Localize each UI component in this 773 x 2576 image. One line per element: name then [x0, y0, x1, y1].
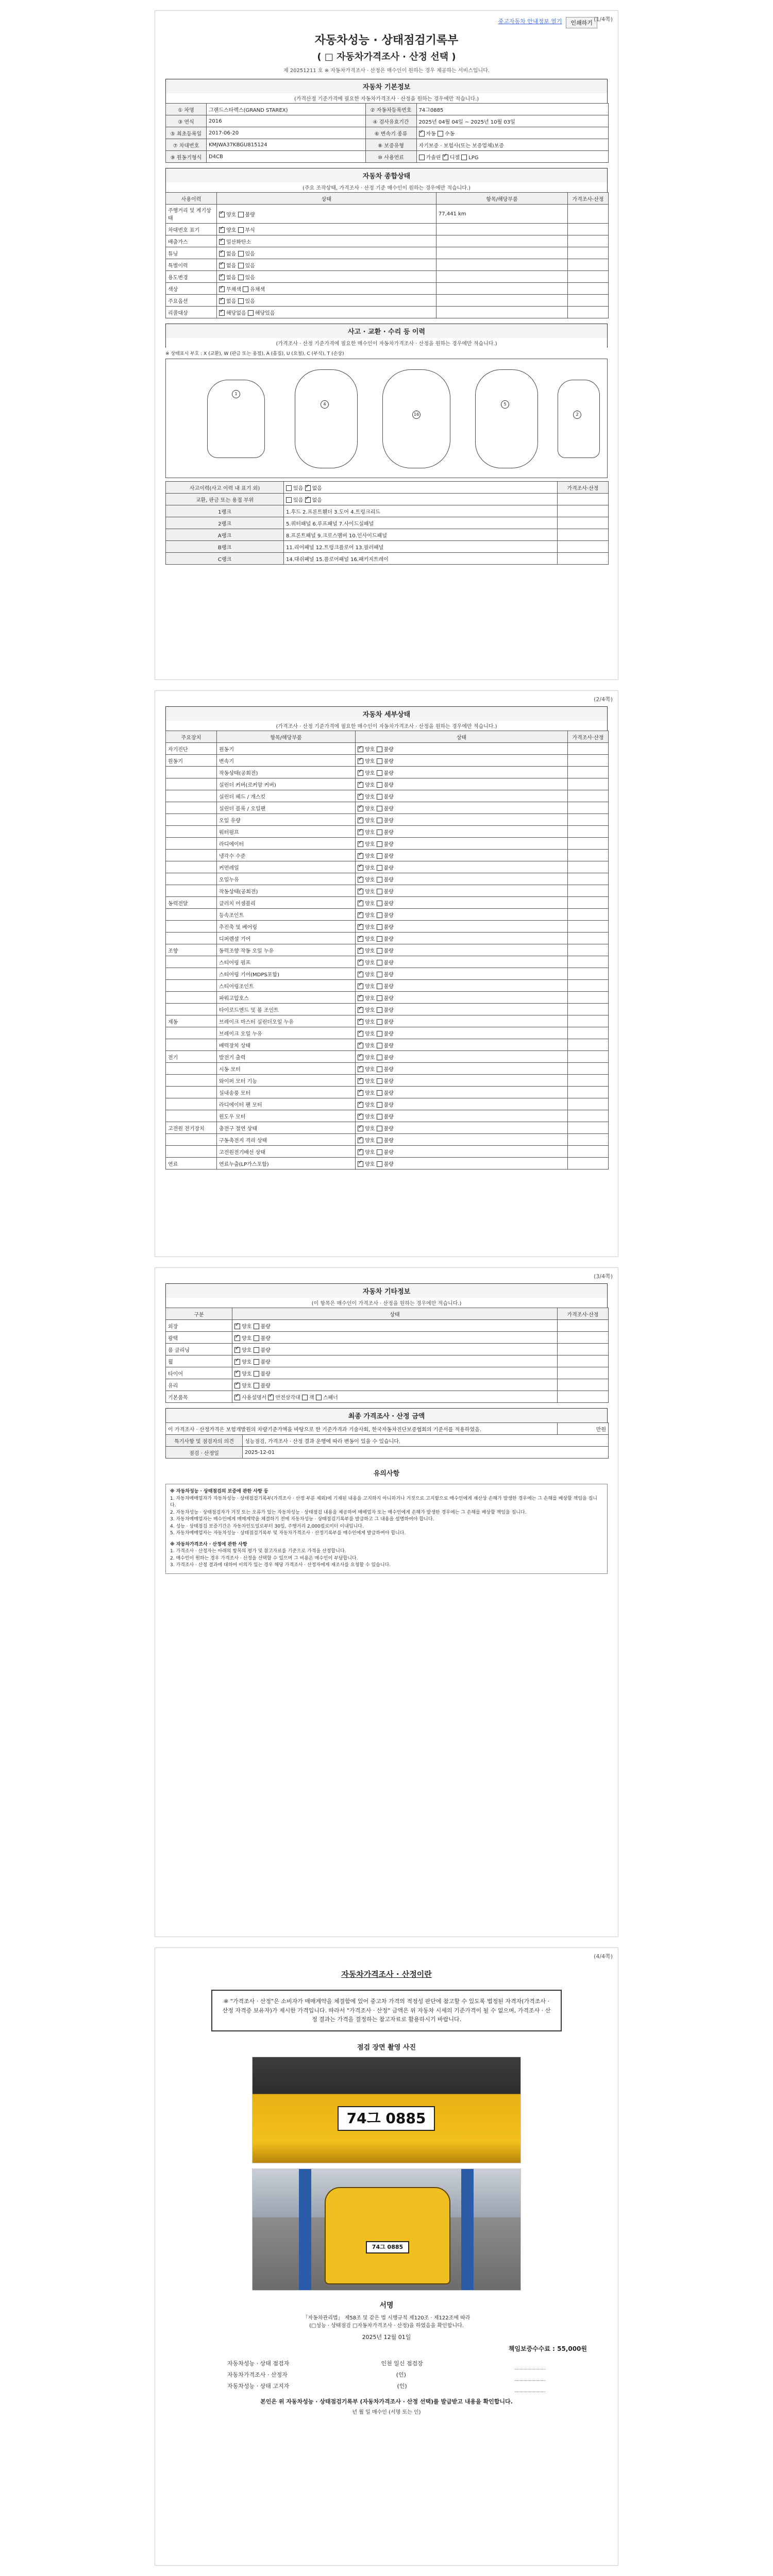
detail-row: 작동상태(공회전) ✓ 양호 불량: [166, 767, 609, 778]
detail-row: 배력장치 상태 ✓ 양호 불량: [166, 1039, 609, 1051]
checkbox[interactable]: [377, 1149, 382, 1155]
detail-row: 스티어링 기어(MDPS포함) ✓ 양호 불량: [166, 968, 609, 980]
detail-item-label: 타이로드엔드 및 볼 조인트: [217, 1004, 356, 1015]
checkbox[interactable]: [238, 212, 244, 217]
sign-title: 서명: [379, 2301, 394, 2310]
checkbox[interactable]: [358, 889, 363, 894]
checkbox[interactable]: [219, 263, 225, 268]
detail-item-label: 브레이크 오일 누유: [217, 1027, 356, 1039]
car-rear-view: [558, 380, 600, 458]
checkbox[interactable]: [234, 1347, 240, 1353]
checkbox[interactable]: [358, 1078, 363, 1084]
checkbox[interactable]: [254, 1359, 259, 1365]
checkbox[interactable]: [377, 1055, 382, 1060]
checkbox[interactable]: [358, 782, 363, 788]
checkbox[interactable]: [438, 131, 443, 137]
checkbox[interactable]: [377, 1102, 382, 1108]
page-1: [155, 10, 618, 680]
basic-info-sub: (가격산정 기준가격에 필요한 자동차가격조사 · 산정을 원하는 경우에만 적습니다.): [165, 93, 608, 103]
page-number: (1/4쪽): [594, 16, 613, 23]
checkbox[interactable]: [238, 263, 244, 268]
page-number: (4/4쪽): [594, 1953, 613, 1960]
checkbox[interactable]: [358, 948, 363, 954]
checkbox[interactable]: [358, 1066, 363, 1072]
part-marker[interactable]: 2: [573, 411, 581, 419]
checkbox[interactable]: [377, 770, 382, 776]
detail-row: 워터펌프 ✓ 양호 불량: [166, 826, 609, 838]
checkbox[interactable]: [358, 806, 363, 811]
fee-label: 책임보증수수료 : 55,000원: [508, 2345, 587, 2352]
detail-item-label: 변속기: [217, 755, 356, 767]
checkbox[interactable]: [254, 1383, 259, 1388]
checkbox[interactable]: [358, 794, 363, 800]
accident-legend: ※ 상태표시 부호 : X (교환), W (판금 또는 용접), A (흠집), U (요철), C (부식), T (손상): [165, 351, 344, 357]
inspection-photo-front: [252, 2057, 521, 2163]
checkbox[interactable]: [377, 1043, 382, 1048]
checkbox[interactable]: [302, 1395, 308, 1400]
checkbox[interactable]: [377, 758, 382, 764]
detail-item-label: 커먼레일: [217, 861, 356, 873]
detail-item-label: 연료누출(LP가스포함): [217, 1158, 356, 1170]
detail-item-label: 윈도우 모터: [217, 1110, 356, 1122]
exterior-sub: (이 항목은 매수인이 가격조사 · 산정을 원하는 경우에만 적습니다.): [165, 1298, 608, 1308]
car-top-view: [382, 369, 450, 468]
checkbox[interactable]: [358, 841, 363, 847]
checkbox[interactable]: [377, 948, 382, 954]
plate-number: 74그 0885: [338, 2106, 435, 2131]
checkbox[interactable]: [377, 806, 382, 811]
detail-row: 작동상태(공회전) ✓ 양호 불량: [166, 885, 609, 897]
checkbox[interactable]: [419, 155, 425, 160]
exterior-table: 구분 상태 가격조사·산정 외장 ✓ 양호 불량 광택 ✓ 양호 불량 룸 클리닝 ✓ 양호 불량 휠 ✓ 양호 불량 타이어 ✓ 양호 불량 유리 ✓ 양호 불량 기본품목 ✓ 사용설명서 ✓안전삼각대 잭 스패너: [165, 1308, 609, 1403]
checkbox[interactable]: [358, 770, 363, 776]
detail-row: 냉각수 수준 ✓ 양호 불량: [166, 850, 609, 861]
top-bar: [155, 11, 618, 28]
detail-item-label: 실린더 헤드 / 개스킷: [217, 790, 356, 802]
detail-row: 라디에이터 ✓ 양호 불량: [166, 838, 609, 850]
detail-row: 연료 연료누출(LP가스포함) ✓ 양호 불량: [166, 1158, 609, 1170]
price-note: 이 가격조사 · 산정가격은 보험개발원의 차량기준가액을 바탕으로 한 기준가격과 기술사회, 한국자동차진단보증협회의 기준서를 적용하였음.: [166, 1423, 558, 1435]
inspector-opinion: 성능점검, 가격조사 · 산정 결과 운행에 따라 변동이 있을 수 있습니다.: [243, 1435, 609, 1447]
checkbox[interactable]: [358, 1055, 363, 1060]
detail-row: 커먼레일 ✓ 양호 불량: [166, 861, 609, 873]
detail-header: 자동차 세부상태: [165, 706, 608, 721]
checkbox[interactable]: [377, 889, 382, 894]
detail-item-label: 스티어링 펌프: [217, 956, 356, 968]
price-table: 이 가격조사 · 산정가격은 보험개발원의 차량기준가액을 바탕으로 한 기준가격과 기술사회, 한국자동차진단보증협회의 기준서를 적용하였음. 만원 특기사항 및 점검자의 의견 성능점검, 가격조사 · 산정 결과 운행에 따라 변동이 있을 수 있습니다. 점검 · 산정일 2025-12-01: [165, 1422, 609, 1459]
checkbox[interactable]: [219, 239, 225, 245]
checkbox[interactable]: [377, 984, 382, 989]
checkbox[interactable]: [377, 853, 382, 859]
checkbox[interactable]: [238, 227, 244, 233]
status-sub: (주요 조작상태, 가격조사 · 산정 기준 매수인이 원하는 경우에만 적습니다.): [165, 182, 608, 192]
checkbox[interactable]: [358, 995, 363, 1001]
checkbox[interactable]: [234, 1371, 240, 1377]
sign-date: 2025년 12월 01일: [362, 2333, 411, 2341]
detail-item-label: 실내송풍 모터: [217, 1087, 356, 1098]
detail-item-label: 동력조향 작동 오일 누유: [217, 944, 356, 956]
checkbox[interactable]: [377, 901, 382, 906]
checkbox[interactable]: [358, 1031, 363, 1037]
checkbox[interactable]: [358, 1161, 363, 1167]
checkbox[interactable]: [286, 485, 292, 491]
car-diagram: [165, 359, 608, 478]
status-table: 사용이력 상태 항목/해당부품 가격조사·산정 주행거리 및 계기상태 ✓양호 불량 77,441 km 차대번호 표기 ✓ 양호 부식 배출가스 ✓ 일산화탄소 튜닝 ✓ 없음 있음 특별이력 ✓ 없음 있음 용도변경 ✓ 없음 있음 색상 ✓ 무채색 유채색 주요옵션 ✓ 없음 있음 리콜대상 ✓ 해당없음 해당있음: [165, 192, 609, 318]
page-number: (2/4쪽): [594, 696, 613, 703]
checkbox[interactable]: [377, 1161, 382, 1167]
detail-item-label: 충전구 절연 상태: [217, 1122, 356, 1134]
checkbox[interactable]: [358, 1102, 363, 1108]
checkbox[interactable]: [377, 1066, 382, 1072]
checkbox[interactable]: [358, 972, 363, 977]
detail-row: 추진축 및 베어링 ✓ 양호 불량: [166, 921, 609, 933]
detail-row: 시동 모터 ✓ 양호 불량: [166, 1063, 609, 1075]
inspection-period: 2025년 04월 04일 ~ 2025년 10월 03일: [416, 115, 608, 127]
part-marker[interactable]: 1: [232, 390, 240, 398]
checkbox[interactable]: [254, 1324, 259, 1329]
part-marker[interactable]: 4: [321, 400, 329, 409]
checkbox[interactable]: [234, 1335, 240, 1341]
part-marker[interactable]: 5: [501, 400, 509, 409]
detail-item-label: 작동상태(공회전): [217, 885, 356, 897]
detail-item-label: 클러치 어셈블리: [217, 897, 356, 909]
detail-item-label: 스티어링 기어(MDPS포함): [217, 968, 356, 980]
buyer-sign-line: 년 월 일 매수인 (서명 또는 인): [352, 2409, 421, 2415]
basic-info-header: 자동차 기본정보: [165, 79, 608, 93]
checkbox[interactable]: [358, 1149, 363, 1155]
checkbox[interactable]: [238, 251, 244, 257]
checkbox[interactable]: [219, 298, 225, 304]
detail-row: 와이퍼 모터 기능 ✓ 양호 불량: [166, 1075, 609, 1087]
checkbox[interactable]: [248, 310, 254, 316]
checkbox[interactable]: [234, 1324, 240, 1329]
detail-item-label: 배력장치 상태: [217, 1039, 356, 1051]
basic-info-table: ① 차명 그랜드스타렉스(GRAND STAREX) ② 자동차등록번호 74그0885 ③ 연식 2016 ④ 검사유효기간 2025년 04월 04일 ~ 2025년 10월 03일 ⑤ 최초등록일 2017-06-20 ⑥ 변속기 종류 ✓ 자동 수동 ⑦ 차대번호 KMJWA37KBGU815124 ⑧ 보증유형 자기보증 · 보험사(또는 보증업체)보증 ⑨ 원동기형식 D4CB ⑩ 사용연료 가솔린 ✓디젤 LPG: [165, 103, 609, 163]
checkbox[interactable]: [358, 1043, 363, 1048]
detail-row: 전기 발전기 출력 ✓ 양호 불량: [166, 1051, 609, 1063]
checkbox[interactable]: [377, 924, 382, 930]
checkbox[interactable]: [377, 972, 382, 977]
detail-row: 고전원 전기장치 충전구 절연 상태 ✓ 양호 불량: [166, 1122, 609, 1134]
inspection-photo-rear: [252, 2168, 521, 2291]
checkbox[interactable]: [377, 936, 382, 942]
checkbox[interactable]: [254, 1347, 259, 1353]
detail-table: 주요장치 항목/해당부품 상태 가격조사·산정 자기진단 원동기 ✓ 양호 불량 원동기 변속기 ✓ 양호 불량 작동상태(공회전) ✓ 양호 불량 실린더 커버(로커암 커버) ✓ 양호 불량 실린더 헤드 / 개스킷 ✓ 양호 불량 실린더 블록 / 오일팬 ✓ 양호 불량 오일 유량 ✓ 양호 불량 워터펌프 ✓ 양호 불량 라디에이터 ✓ 양호 불량 냉각수 수준 ✓ 양호 불량 커먼레일 ✓ 양호 불량 오일누유 ✓ 양호 불량 작동상태(공회전) ✓ 양호 불량 동력전달 클러치 어셈블리 ✓ 양호 불량 등속조인트 ✓ 양호 불량 추진축 및 베어링 ✓ 양호 불량 디퍼렌셜 기어 ✓ 양호 불량 조향 동력조향 작동 오일 누유 ✓ 양호 불량 스티어링 펌프 ✓ 양호 불량 스티어링 기어(MDPS포함) ✓ 양호 불량 스티어링조인트 ✓ 양호 불량 파워고압호스 ✓ 양호 불량 타이로드엔드 및 볼 조인트 ✓ 양호 불량 제동 브레이크 마스터 실린더오일 누유 ✓ 양호 불량 브레이크 오일 누유 ✓ 양호 불량 배력장치 상태 ✓ 양호 불량 전기 발전기 출력 ✓ 양호 불량 시동 모터 ✓ 양호 불량 와이퍼 모터 기능 ✓ 양호 불량 실내송풍 모터 ✓ 양호 불량 라디에이터 팬 모터 ✓ 양호 불량 윈도우 모터 ✓ 양호 불량 고전원 전기장치 충전구 절연 상태 ✓ 양호 불량 구동축전지 격리 상태 ✓ 양호 불량 고전원전기배선 상태 ✓ 양호 불량 연료 연료누출(LP가스포함) ✓ 양호 불량: [165, 731, 609, 1170]
odometer: 77,441 km: [436, 205, 567, 224]
page4-title: 자동차가격조사 · 산정이란: [341, 1970, 432, 1979]
checkbox[interactable]: [358, 1138, 363, 1143]
detail-row: 디퍼렌셜 기어 ✓ 양호 불량: [166, 933, 609, 944]
checkbox[interactable]: [305, 497, 311, 503]
checkbox[interactable]: [358, 877, 363, 883]
detail-item-label: 스티어링조인트: [217, 980, 356, 992]
checkbox[interactable]: [377, 829, 382, 835]
registration-line: 제 20251211 호 ※ 자동차가격조사 · 산정은 매수인이 원하는 경우 제공하는 서비스입니다.: [283, 68, 490, 74]
checkbox[interactable]: [358, 758, 363, 764]
checkbox[interactable]: [377, 1031, 382, 1037]
accident-header: 사고 · 교환 · 수리 등 이력: [165, 324, 608, 338]
detail-item-label: 오일누유: [217, 873, 356, 885]
checkbox[interactable]: [254, 1335, 259, 1341]
checkbox[interactable]: [243, 286, 248, 292]
price-header: 최종 가격조사 · 산정 금액: [165, 1408, 608, 1422]
checkbox[interactable]: [358, 1126, 363, 1131]
accident-table: 사고이력(사고 이력 내 표기 외) 있음 ✓없음 가격조사·산정 교환, 판금 또는 용접 부위 있음 ✓없음 1랭크 1.후드 2.프론트휀더 3.도어 4.트렁크리드 2랭크 5.쿼터패널 6.루프패널 7.사이드실패널 A랭크 8.프론트패널 9.크로스멤버 10.인사이드패널 B랭크 11.리어패널 12.트렁크플로어 13.필러패널 C랭크 14.대쉬패널 15.플로어패널 16.패키지트레이: [165, 481, 609, 565]
notes-header: 유의사항: [165, 1466, 608, 1480]
detail-sub: (가격조사 · 산정 기준가격에 필요한 매수인이 자동차가격조사 · 산정을 원하는 경우에만 적습니다.): [165, 721, 608, 731]
detail-row: 자기진단 원동기 ✓ 양호 불량: [166, 743, 609, 755]
detail-item-label: 고전원전기배선 상태: [217, 1146, 356, 1158]
checkbox[interactable]: [377, 1019, 382, 1025]
detail-item-label: 작동상태(공회전): [217, 767, 356, 778]
checkbox[interactable]: [219, 251, 225, 257]
engine-type: D4CB: [207, 151, 366, 163]
checkbox[interactable]: [377, 1078, 382, 1084]
detail-row: 브레이크 오일 누유 ✓ 양호 불량: [166, 1027, 609, 1039]
exterior-header: 자동차 기타정보: [165, 1283, 608, 1298]
detail-item-label: 라디에이터: [217, 838, 356, 850]
checkbox[interactable]: [234, 1383, 240, 1388]
checkbox[interactable]: [268, 1395, 274, 1400]
car-name: 그랜드스타렉스(GRAND STAREX): [207, 104, 366, 115]
checkbox[interactable]: [286, 497, 292, 503]
signer-block: 자동차성능 · 상태 점검자 인천 일신 점검장 자동차가격조사 · 산정자 (인) 자동차성능 · 상태 고지자 (인): [227, 2358, 546, 2392]
detail-row: 윈도우 모터 ✓ 양호 불량: [166, 1110, 609, 1122]
page-4: (4/4쪽) 자동차가격조사 · 산정이란 ※ "가격조사 · 산정"은 소비자가 매매계약을 체결함에 있어 중고차 가격의 적정성 판단에 참고할 수 있도록 법정된 자격자(가격조사 · 산정 자격증 보유자)가 제시한 가격입니다. 따라서 "가격조사 · 산정" 금액은 위 자동차 시세의 기준가격이 될 수 없으며, 가격조사 · 산정 결과는 가격을 결정하는 참고자료로 활용하시기 바랍니다. 점검 장면 촬영 사진 74그 0885 74그 0885 서명 「자동차관리법」 제58조 및 같은 법 시행규칙 제120조 · 제122조에 따라 (□성능 · 상태점검 □자동차가격조사 · 산정)을 하였음을 확인합니다. 2025년 12월 01일 책임보증수수료 : 55,000원 자동차성능 · 상태 점검자 인천 일신 점검장 자동차가격조사 · 산정자 (인) 자동차성능 · 상태 고지자 (인) 본인은 위 자동차성능 · 상태점검기록부 (자동차가격조사 · 산정 선택)를 발급받고 내용을 확인합니다. 년 월 일 매수인 (서명 또는 인): [155, 1947, 618, 2566]
inspection-date: 2025-12-01: [243, 1447, 609, 1459]
checkbox[interactable]: [358, 936, 363, 942]
accident-sub: (가격조사 · 산정 기준가격에 필요한 매수인이 자동차가격조사 · 산정을 원하는 경우에만 적습니다.): [165, 338, 608, 348]
checkbox[interactable]: [358, 818, 363, 823]
detail-row: 스티어링 펌프 ✓ 양호 불량: [166, 956, 609, 968]
vin: KMJWA37KBGU815124: [207, 139, 366, 151]
warranty-type: 자기보증 · 보험사(또는 보증업체)보증: [416, 139, 608, 151]
checkbox[interactable]: [358, 1114, 363, 1120]
checkbox[interactable]: [358, 747, 363, 752]
checkbox[interactable]: [377, 1126, 382, 1131]
car-image: [325, 2187, 450, 2284]
checkbox[interactable]: [234, 1359, 240, 1365]
plate-number: 74그 0885: [366, 2241, 409, 2253]
checkbox[interactable]: [254, 1371, 259, 1377]
detail-row: 고전원전기배선 상태 ✓ 양호 불량: [166, 1146, 609, 1158]
model-year: 2016: [207, 115, 366, 127]
detail-row: 파워고압호스 ✓ 양호 불량: [166, 992, 609, 1004]
detail-item-label: 발전기 출력: [217, 1051, 356, 1063]
detail-item-label: 구동축전지 격리 상태: [217, 1134, 356, 1146]
checkbox[interactable]: [461, 155, 467, 160]
detail-item-label: 오일 유량: [217, 814, 356, 826]
detail-row: 스티어링조인트 ✓ 양호 불량: [166, 980, 609, 992]
checkbox[interactable]: [358, 924, 363, 930]
detail-row: 원동기 변속기 ✓ 양호 불량: [166, 755, 609, 767]
detail-row: 실내송풍 모터 ✓ 양호 불량: [166, 1087, 609, 1098]
detail-item-label: 원동기: [217, 743, 356, 755]
checkbox[interactable]: [377, 912, 382, 918]
detail-row: 실린더 블록 / 오일팬 ✓ 양호 불량: [166, 802, 609, 814]
page-number: (3/4쪽): [594, 1273, 613, 1280]
document-title: 자동차성능 · 상태점검기록부: [314, 34, 459, 47]
detail-item-label: 디퍼렌셜 기어: [217, 933, 356, 944]
buyer-confirmation: 본인은 위 자동차성능 · 상태점검기록부 (자동차가격조사 · 산정 선택)를 발급받고 내용을 확인합니다.: [260, 2398, 513, 2405]
checkbox[interactable]: [377, 794, 382, 800]
checkbox[interactable]: [238, 298, 244, 304]
checkbox[interactable]: [358, 984, 363, 989]
detail-item-label: 냉각수 수준: [217, 850, 356, 861]
photo-title: 점검 장면 촬영 사진: [357, 2043, 416, 2052]
checkbox[interactable]: [238, 275, 244, 280]
checkbox[interactable]: [377, 1090, 382, 1096]
detail-item-label: 추진축 및 베어링: [217, 921, 356, 933]
detail-item-label: 라디에이터 팬 모터: [217, 1098, 356, 1110]
checkbox[interactable]: [219, 227, 225, 233]
checkbox[interactable]: [419, 131, 425, 137]
detail-row: 오일누유 ✓ 양호 불량: [166, 873, 609, 885]
checkbox[interactable]: [377, 747, 382, 752]
detail-row: 실린더 커버(로커암 커버) ✓ 양호 불량: [166, 778, 609, 790]
part-marker[interactable]: 16: [412, 411, 421, 419]
car-right-view: [475, 369, 538, 468]
info-link[interactable]: 중고자동차 안내정보 열기: [498, 18, 562, 25]
reg-number: 74그0885: [416, 104, 608, 115]
page-2: [155, 690, 618, 1257]
detail-row: 실린더 헤드 / 개스킷 ✓ 양호 불량: [166, 790, 609, 802]
detail-item-label: 브레이크 마스터 실린더오일 누유: [217, 1015, 356, 1027]
checkbox[interactable]: [358, 1019, 363, 1025]
detail-row: 오일 유량 ✓ 양호 불량: [166, 814, 609, 826]
car-left-view: [295, 369, 358, 468]
detail-row: 라디에이터 팬 모터 ✓ 양호 불량: [166, 1098, 609, 1110]
detail-row: 동력전달 클러치 어셈블리 ✓ 양호 불량: [166, 897, 609, 909]
page-3: [155, 1267, 618, 1937]
notes-block: ※ 자동차성능 · 상태점검의 보증에 관한 사항 등 1. 자동차매매업자가 자동차성능 · 상태점검기록부(가격조사 · 산정 부분 제외)에 기재된 내용을 고지하지 아니하거나 거짓으로 고지함으로 매수인에게 재산상 손해가 발생한 경우에는 그 손해를 배상할 책임을 집니다. 2. 자동차성능 · 상태점검자가 거짓 또는 오류가 있는 자동차성능 · 상태점검 내용을 제공하여 매매업자 또는 매수인에게 손해가 발생한 경우에는 그 손해를 배상할 책임을 집니다. 3. 자동차매매업자는 매수인에게 매매계약을 체결하기 전에 자동차성능 · 상태점검기록부를 발급하고 그 내용을 설명하여야 합니다. 4. 성능 · 상태점검 보증기간은 자동차인도일로부터 30일, 주행거리 2,000킬로미터 이내입니다. 5. 자동차매매업자는 자동차성능 · 상태점검기록부 및 자동차가격조사 · 산정기록부를 매수인에게 발급하여야 합니다. ※ 자동차가격조사 · 산정에 관한 사항 1. 가격조사 · 산정자는 아래의 항목의 평가 및 참고자료를 기준으로 가격을 산정합니다. 2. 매수인이 원하는 경우 가격조사 · 산정을 선택할 수 있으며 그 비용은 매수인이 부담합니다. 3. 가격조사 · 산정 결과에 대하여 이의가 있는 경우 해당 가격조사 · 산정자에게 재조사를 요청할 수 있습니다.: [165, 1484, 608, 1574]
checkbox[interactable]: [377, 960, 382, 965]
checkbox[interactable]: [377, 995, 382, 1001]
checkbox[interactable]: [377, 818, 382, 823]
lift-pillar: [299, 2169, 311, 2290]
checkbox[interactable]: [358, 1090, 363, 1096]
detail-item-label: 파워고압호스: [217, 992, 356, 1004]
checkbox[interactable]: [234, 1395, 240, 1400]
checkbox[interactable]: [219, 286, 225, 292]
lift-pillar: [461, 2169, 474, 2290]
detail-item-label: 등속조인트: [217, 909, 356, 921]
checkbox[interactable]: [219, 310, 225, 316]
document-subtitle: ( □ 자동차가격조사 · 산정 선택 ): [317, 52, 456, 62]
checkbox[interactable]: [358, 901, 363, 906]
price-notice: ※ "가격조사 · 산정"은 소비자가 매매계약을 체결함에 있어 중고차 가격의 적정성 판단에 참고할 수 있도록 법정된 자격자(가격조사 · 산정 자격증 보유자)가 제시한 가격입니다. 따라서 "가격조사 · 산정" 금액은 위 자동차 시세의 기준가격이 될 수 없으며, 가격조사 · 산정 결과는 가격을 결정하는 참고자료로 활용하시기 바랍니다.: [211, 1990, 562, 2031]
detail-row: 등속조인트 ✓ 양호 불량: [166, 909, 609, 921]
checkbox[interactable]: [316, 1395, 322, 1400]
checkbox[interactable]: [305, 485, 311, 491]
checkbox[interactable]: [377, 1138, 382, 1143]
checkbox[interactable]: [377, 1007, 382, 1013]
checkbox[interactable]: [358, 1007, 363, 1013]
detail-item-label: 실린더 커버(로커암 커버): [217, 778, 356, 790]
detail-row: 조향 동력조향 작동 오일 누유 ✓ 양호 불량: [166, 944, 609, 956]
checkbox[interactable]: [358, 912, 363, 918]
first-registration: 2017-06-20: [207, 127, 366, 139]
detail-item-label: 시동 모터: [217, 1063, 356, 1075]
checkbox[interactable]: [219, 275, 225, 280]
checkbox[interactable]: [358, 853, 363, 859]
checkbox[interactable]: [377, 877, 382, 883]
checkbox[interactable]: [377, 1114, 382, 1120]
detail-row: 제동 브레이크 마스터 실린더오일 누유 ✓ 양호 불량: [166, 1015, 609, 1027]
detail-item-label: 워터펌프: [217, 826, 356, 838]
print-button[interactable]: 인쇄하기: [566, 17, 597, 28]
checkbox[interactable]: [358, 865, 363, 871]
detail-item-label: 실린더 블록 / 오일팬: [217, 802, 356, 814]
checkbox[interactable]: [358, 960, 363, 965]
detail-row: 구동축전지 격리 상태 ✓ 양호 불량: [166, 1134, 609, 1146]
checkbox[interactable]: [377, 841, 382, 847]
checkbox[interactable]: [219, 212, 225, 217]
checkbox[interactable]: [358, 829, 363, 835]
detail-item-label: 와이퍼 모터 기능: [217, 1075, 356, 1087]
status-header: 자동차 종합상태: [165, 168, 608, 182]
detail-row: 타이로드엔드 및 볼 조인트 ✓ 양호 불량: [166, 1004, 609, 1015]
checkbox[interactable]: [377, 782, 382, 788]
checkbox[interactable]: [443, 155, 448, 160]
checkbox[interactable]: [377, 865, 382, 871]
